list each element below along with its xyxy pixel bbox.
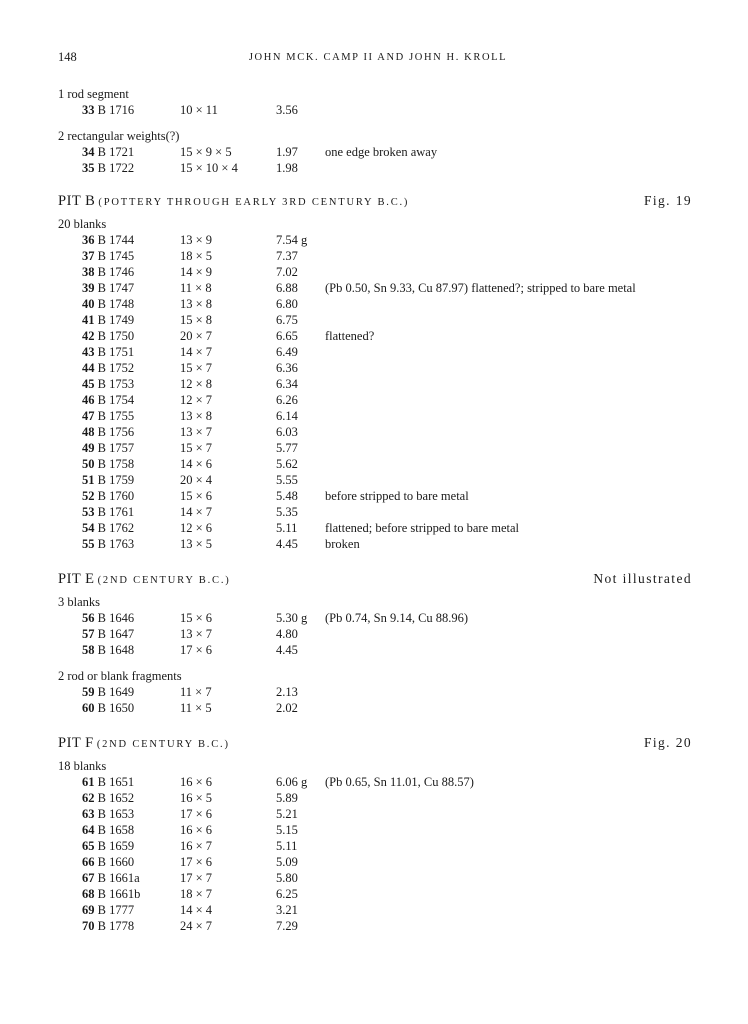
pit-f-title: PIT F <box>58 735 94 751</box>
catalogue-row <box>58 328 698 344</box>
weight: 5.11 <box>276 521 298 535</box>
weight: 6.88 <box>276 281 298 295</box>
catalogue-id <box>82 886 140 902</box>
inventory-number: B 1760 <box>97 489 135 503</box>
catalogue-row <box>58 822 698 838</box>
inventory-number: B 1661b <box>97 887 141 901</box>
catalogue-id <box>82 472 134 488</box>
catalogue-id <box>82 360 134 376</box>
catalogue-number: 33 <box>82 103 95 117</box>
catalogue-id <box>82 280 134 296</box>
catalogue-id <box>82 248 134 264</box>
catalogue-id <box>82 854 134 870</box>
dimensions: 12 × 6 <box>180 521 213 535</box>
catalogue-row <box>58 408 698 424</box>
dimensions: 13 × 9 <box>180 233 213 247</box>
weight: 6.03 <box>276 425 298 439</box>
catalogue-number: 53 <box>82 505 95 519</box>
catalogue-id <box>82 488 134 504</box>
weight: 5.77 <box>276 441 298 455</box>
catalogue-row <box>58 838 698 854</box>
catalogue-row <box>58 440 698 456</box>
catalogue-row <box>58 902 698 918</box>
inventory-number: B 1646 <box>97 611 135 625</box>
dimensions: 11 × 7 <box>180 685 212 699</box>
inventory-number: B 1652 <box>97 791 135 805</box>
inventory-number: B 1745 <box>97 249 135 263</box>
catalogue-id <box>82 700 134 716</box>
catalogue-number: 66 <box>82 855 95 869</box>
inventory-number: B 1778 <box>97 919 135 933</box>
inventory-number: B 1659 <box>97 839 135 853</box>
weight: 1.98 <box>276 161 298 175</box>
catalogue-number: 39 <box>82 281 95 295</box>
catalogue-row <box>58 774 698 790</box>
catalogue-row <box>58 456 698 472</box>
inventory-number: B 1661a <box>97 871 140 885</box>
catalogue-number: 55 <box>82 537 95 551</box>
catalogue-number: 63 <box>82 807 95 821</box>
catalogue-number: 48 <box>82 425 95 439</box>
dimensions: 13 × 7 <box>180 425 213 439</box>
catalogue-number: 67 <box>82 871 95 885</box>
inventory-number: B 1650 <box>97 701 135 715</box>
group-label: 2 rectangular weights(?) <box>58 129 180 143</box>
catalogue-id <box>82 684 134 700</box>
catalogue-id <box>82 328 134 344</box>
note: broken <box>325 537 360 551</box>
catalogue-number: 69 <box>82 903 95 917</box>
catalogue-id <box>82 344 134 360</box>
weight: 2.02 <box>276 701 298 715</box>
catalogue-row <box>58 504 698 520</box>
dimensions: 17 × 7 <box>180 871 213 885</box>
catalogue-id <box>82 520 134 536</box>
pit-f-figure-reference: Fig. 20 <box>643 735 692 750</box>
catalogue-number: 59 <box>82 685 95 699</box>
weight: 5.55 <box>276 473 298 487</box>
inventory-number: B 1744 <box>97 233 135 247</box>
dimensions: 14 × 9 <box>180 265 213 279</box>
catalogue-row <box>58 536 698 552</box>
catalogue-row <box>58 160 698 176</box>
weight: 6.34 <box>276 377 298 391</box>
inventory-number: B 1759 <box>97 473 135 487</box>
note: (Pb 0.74, Sn 9.14, Cu 88.96) <box>325 611 469 625</box>
catalogue-row <box>58 296 698 312</box>
catalogue-number: 52 <box>82 489 95 503</box>
catalogue-id <box>82 806 134 822</box>
catalogue-id <box>82 504 134 520</box>
weight: 2.13 <box>276 685 298 699</box>
weight: 6.49 <box>276 345 298 359</box>
catalogue-number: 61 <box>82 775 95 789</box>
page-header <box>58 50 698 68</box>
dimensions: 12 × 8 <box>180 377 213 391</box>
catalogue-row <box>58 248 698 264</box>
inventory-number: B 1777 <box>97 903 135 917</box>
weight: 4.45 <box>276 643 298 657</box>
pit-b-figure-reference: Fig. 19 <box>643 193 692 208</box>
catalogue-number: 34 <box>82 145 95 159</box>
catalogue-number: 64 <box>82 823 95 837</box>
pit-f-heading <box>58 732 698 754</box>
inventory-number: B 1750 <box>97 329 135 343</box>
catalogue-row <box>58 684 698 700</box>
dimensions: 14 × 7 <box>180 505 213 519</box>
dimensions: 10 × 11 <box>180 103 218 117</box>
inventory-number: B 1748 <box>97 297 135 311</box>
catalogue-row <box>58 472 698 488</box>
pit-b-subtitle: (POTTERY THROUGH EARLY 3RD CENTURY B.C.) <box>98 197 410 208</box>
catalogue-number: 46 <box>82 393 95 407</box>
dimensions: 16 × 5 <box>180 791 213 805</box>
dimensions: 15 × 7 <box>180 361 213 375</box>
pit-b-heading <box>58 190 698 212</box>
inventory-number: B 1763 <box>97 537 135 551</box>
catalogue-content <box>58 86 698 934</box>
weight: 6.80 <box>276 297 298 311</box>
catalogue-row <box>58 376 698 392</box>
inventory-number: B 1761 <box>97 505 135 519</box>
catalogue-id <box>82 160 134 176</box>
pit-b-title: PIT B <box>58 193 96 209</box>
dimensions: 17 × 6 <box>180 807 213 821</box>
catalogue-number: 70 <box>82 919 95 933</box>
dimensions: 11 × 8 <box>180 281 212 295</box>
inventory-number: B 1754 <box>97 393 135 407</box>
running-head: JOHN MCK. CAMP II AND JOHN H. KROLL <box>248 52 508 63</box>
catalogue-number: 37 <box>82 249 95 263</box>
note: (Pb 0.50, Sn 9.33, Cu 87.97) flattened?; stripped to bare metal <box>325 281 636 295</box>
pit-b-rows <box>58 232 698 552</box>
weight: 5.11 <box>276 839 298 853</box>
inventory-number: B 1756 <box>97 425 135 439</box>
weight: 6.25 <box>276 887 298 901</box>
dimensions: 16 × 6 <box>180 775 213 789</box>
dimensions: 14 × 4 <box>180 903 213 917</box>
dimensions: 13 × 8 <box>180 297 213 311</box>
pit-f-rows <box>58 774 698 934</box>
catalogue-row <box>58 312 698 328</box>
catalogue-number: 38 <box>82 265 95 279</box>
catalogue-number: 65 <box>82 839 95 853</box>
pit-e-heading <box>58 568 698 590</box>
catalogue-id <box>82 902 134 918</box>
weight: 6.65 <box>276 329 298 343</box>
catalogue-id <box>82 536 134 552</box>
dimensions: 20 × 4 <box>180 473 213 487</box>
group-label: 3 blanks <box>58 595 101 609</box>
catalogue-id <box>82 376 134 392</box>
inventory-number: B 1721 <box>97 145 135 159</box>
pit-b-group-label: 20 blanks <box>58 217 107 231</box>
dimensions: 14 × 7 <box>180 345 213 359</box>
catalogue-number: 58 <box>82 643 95 657</box>
weight: 7.02 <box>276 265 298 279</box>
dimensions: 18 × 7 <box>180 887 213 901</box>
catalogue-id <box>82 392 134 408</box>
catalogue-number: 51 <box>82 473 95 487</box>
pit-e-subtitle: (2ND CENTURY B.C.) <box>97 575 231 586</box>
inventory-number: B 1647 <box>97 627 135 641</box>
group-label: 1 rod segment <box>58 87 129 101</box>
inventory-number: B 1751 <box>97 345 135 359</box>
catalogue-row <box>58 610 698 626</box>
dimensions: 12 × 7 <box>180 393 213 407</box>
dimensions: 15 × 9 × 5 <box>180 145 232 159</box>
dimensions: 15 × 7 <box>180 441 213 455</box>
inventory-number: B 1747 <box>97 281 135 295</box>
pit-e-groups <box>58 594 698 716</box>
catalogue-number: 60 <box>82 701 95 715</box>
catalogue-row <box>58 344 698 360</box>
pit-f-subtitle: (2ND CENTURY B.C.) <box>96 739 230 750</box>
weight: 7.37 <box>276 249 298 263</box>
inventory-number: B 1658 <box>97 823 135 837</box>
catalogue-row <box>58 642 698 658</box>
pit-e-figure-reference: Not illustrated <box>593 571 692 586</box>
catalogue-row <box>58 918 698 934</box>
catalogue-id <box>82 838 134 854</box>
catalogue-id <box>82 232 134 248</box>
pit-f-group-label: 18 blanks <box>58 759 107 773</box>
catalogue-row <box>58 488 698 504</box>
catalogue-number: 41 <box>82 313 95 327</box>
catalogue-number: 43 <box>82 345 95 359</box>
catalogue-row <box>58 264 698 280</box>
weight: 6.36 <box>276 361 298 375</box>
catalogue-id <box>82 102 134 118</box>
dimensions: 17 × 6 <box>180 643 213 657</box>
note: before stripped to bare metal <box>325 489 469 503</box>
inventory-number: B 1753 <box>97 377 135 391</box>
weight: 3.56 <box>276 103 298 117</box>
dimensions: 15 × 6 <box>180 489 213 503</box>
catalogue-id <box>82 918 134 934</box>
weight: 7.29 <box>276 919 298 933</box>
catalogue-row <box>58 144 698 160</box>
catalogue-number: 36 <box>82 233 95 247</box>
weight: 5.48 <box>276 489 298 503</box>
catalogue-row <box>58 626 698 642</box>
inventory-number: B 1757 <box>97 441 135 455</box>
dimensions: 24 × 7 <box>180 919 213 933</box>
weight: 6.26 <box>276 393 298 407</box>
catalogue-number: 56 <box>82 611 95 625</box>
inventory-number: B 1746 <box>97 265 135 279</box>
inventory-number: B 1722 <box>97 161 135 175</box>
catalogue-id <box>82 610 134 626</box>
catalogue-row <box>58 854 698 870</box>
dimensions: 15 × 10 × 4 <box>180 161 238 175</box>
inventory-number: B 1758 <box>97 457 135 471</box>
catalogue-number: 40 <box>82 297 95 311</box>
weight: 5.80 <box>276 871 298 885</box>
weight: 5.30 g <box>276 611 308 625</box>
pit-e-title: PIT E <box>58 571 95 587</box>
note: flattened? <box>325 329 375 343</box>
dimensions: 17 × 6 <box>180 855 213 869</box>
catalogue-number: 44 <box>82 361 95 375</box>
catalogue-row <box>58 806 698 822</box>
weight: 5.35 <box>276 505 298 519</box>
dimensions: 20 × 7 <box>180 329 213 343</box>
weight: 6.75 <box>276 313 298 327</box>
weight: 4.80 <box>276 627 298 641</box>
catalogue-row <box>58 520 698 536</box>
dimensions: 15 × 8 <box>180 313 213 327</box>
catalogue-id <box>82 774 134 790</box>
weight: 5.15 <box>276 823 298 837</box>
catalogue-number: 35 <box>82 161 95 175</box>
weight: 5.89 <box>276 791 298 805</box>
note: one edge broken away <box>325 145 438 159</box>
top-groups <box>58 86 698 176</box>
inventory-number: B 1653 <box>97 807 135 821</box>
catalogue-id <box>82 408 134 424</box>
catalogue-id <box>82 790 134 806</box>
catalogue-row <box>58 870 698 886</box>
weight: 4.45 <box>276 537 298 551</box>
inventory-number: B 1660 <box>97 855 135 869</box>
dimensions: 16 × 7 <box>180 839 213 853</box>
catalogue-id <box>82 264 134 280</box>
dimensions: 13 × 7 <box>180 627 213 641</box>
catalogue-row <box>58 790 698 806</box>
weight: 6.14 <box>276 409 298 423</box>
page-number: 148 <box>58 50 77 64</box>
catalogue-row <box>58 424 698 440</box>
dimensions: 16 × 6 <box>180 823 213 837</box>
note: flattened; before stripped to bare metal <box>325 521 520 535</box>
catalogue-id <box>82 870 140 886</box>
weight: 3.21 <box>276 903 298 917</box>
inventory-number: B 1755 <box>97 409 135 423</box>
catalogue-number: 42 <box>82 329 95 343</box>
catalogue-id <box>82 456 134 472</box>
catalogue-number: 47 <box>82 409 95 423</box>
weight: 6.06 g <box>276 775 308 789</box>
catalogue-row <box>58 392 698 408</box>
catalogue-number: 68 <box>82 887 95 901</box>
catalogue-row <box>58 102 698 118</box>
catalogue-id <box>82 144 134 160</box>
catalogue-number: 49 <box>82 441 95 455</box>
catalogue-row <box>58 360 698 376</box>
inventory-number: B 1648 <box>97 643 135 657</box>
inventory-number: B 1752 <box>97 361 135 375</box>
catalogue-row <box>58 232 698 248</box>
inventory-number: B 1749 <box>97 313 135 327</box>
note: (Pb 0.65, Sn 11.01, Cu 88.57) <box>325 775 474 789</box>
catalogue-id <box>82 440 134 456</box>
dimensions: 18 × 5 <box>180 249 213 263</box>
catalogue-number: 62 <box>82 791 95 805</box>
weight: 5.21 <box>276 807 298 821</box>
dimensions: 14 × 6 <box>180 457 213 471</box>
dimensions: 11 × 5 <box>180 701 212 715</box>
inventory-number: B 1762 <box>97 521 135 535</box>
catalogue-number: 45 <box>82 377 95 391</box>
catalogue-id <box>82 424 134 440</box>
catalogue-row <box>58 886 698 902</box>
inventory-number: B 1649 <box>97 685 135 699</box>
catalogue-id <box>82 642 134 658</box>
catalogue-number: 57 <box>82 627 95 641</box>
weight: 5.62 <box>276 457 298 471</box>
catalogue-id <box>82 626 134 642</box>
weight: 7.54 g <box>276 233 308 247</box>
inventory-number: B 1651 <box>97 775 135 789</box>
catalogue-id <box>82 312 134 328</box>
catalogue-id <box>82 296 134 312</box>
weight: 1.97 <box>276 145 298 159</box>
dimensions: 13 × 8 <box>180 409 213 423</box>
catalogue-row <box>58 280 698 296</box>
dimensions: 15 × 6 <box>180 611 213 625</box>
catalogue-number: 54 <box>82 521 95 535</box>
group-label: 2 rod or blank fragments <box>58 669 182 683</box>
inventory-number: B 1716 <box>97 103 135 117</box>
weight: 5.09 <box>276 855 298 869</box>
catalogue-id <box>82 822 134 838</box>
catalogue-number: 50 <box>82 457 95 471</box>
catalogue-row <box>58 700 698 716</box>
dimensions: 13 × 5 <box>180 537 213 551</box>
